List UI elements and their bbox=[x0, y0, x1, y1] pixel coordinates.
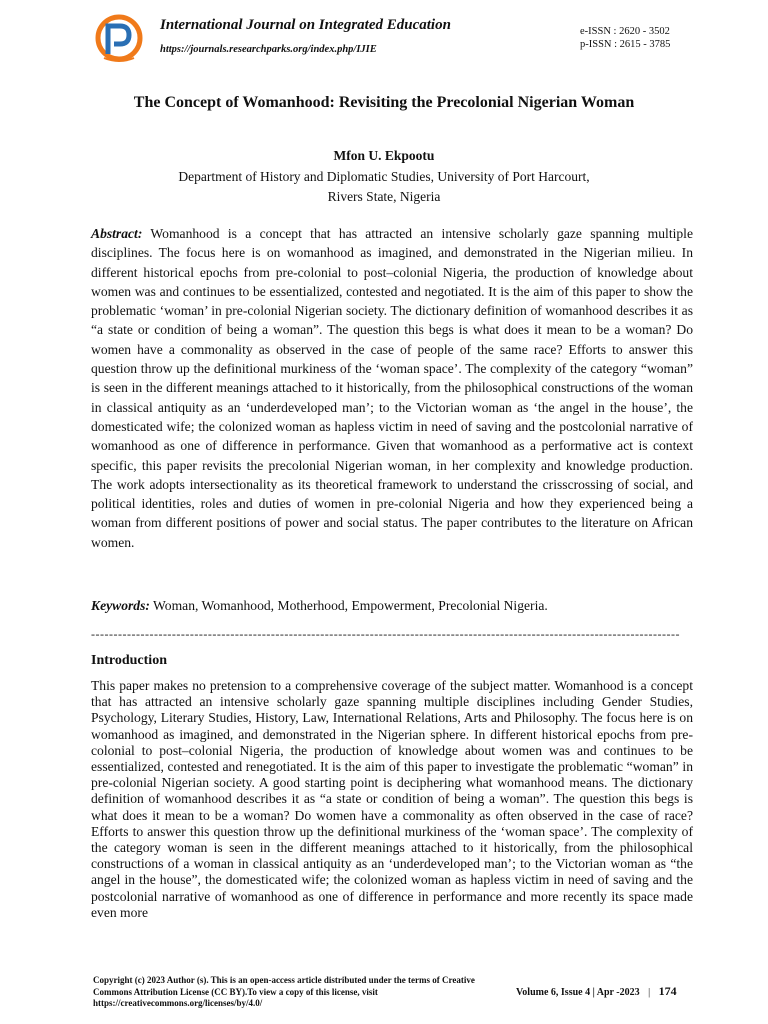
abstract bbox=[91, 224, 693, 552]
keywords-label: Keywords: bbox=[91, 598, 150, 613]
pissn: p-ISSN : 2615 - 3785 bbox=[580, 39, 671, 50]
keywords bbox=[91, 598, 693, 614]
introduction-heading: Introduction bbox=[91, 653, 167, 668]
journal-title: International Journal on Integrated Education bbox=[160, 17, 451, 33]
copyright-notice: Copyright (c) 2023 Author (s). This is an open-access article distributed under the terms of Creative Commons Attribution License (CC BY).To view a copy of this license, visit https://creativecommons.org/licenses/by/4.0/ bbox=[93, 975, 475, 1008]
affiliation-line-1: Department of History and Diplomatic Studies, University of Port Harcourt, bbox=[178, 169, 590, 184]
journal-url[interactable]: https://journals.researchparks.org/index.php/IJIE bbox=[160, 44, 377, 55]
volume-issue: Volume 6, Issue 4 | Apr -2023 bbox=[516, 987, 640, 998]
author-name: Mfon U. Ekpootu bbox=[333, 148, 435, 163]
journal-logo-icon bbox=[94, 14, 144, 64]
page-info bbox=[516, 984, 677, 999]
section-divider: ----------------------------------------------------------------------------------------------------------------------------------- bbox=[91, 627, 680, 641]
abstract-text: Womanhood is a concept that has attracted an intensive scholarly gaze spanning multiple disciplines. The focus here is on womanhood as imagined, and demonstrated in the Nigerian milieu. In different historical epochs from pre-colonial to post–colonial Nigeria, the production of knowledge about women was and continues to be essentialized, contested and negotiated. It is the aim of this paper to show the problematic ‘woman’ in pre-colonial Nigerian society. The dictionary definition of womanhood describes it as “a state or condition of being a woman”. The question this begs is what does it mean to be a woman? Do women have a commonality as observed in the case of people of the same race? Efforts to answer this question throw up the definitional murkiness of the ‘woman space’. The complexity of the category “woman” is seen in the different meanings attached to it historically, from the philosophical constructions of the woman in classical antiquity as an ‘underdeveloped man’; to the Victorian woman as ‘the angel in the house’, the domesticated wife; the colonized woman as hapless victim in need of saving and the postcolonial narrative of womanhood as one of difference in performance. Given that womanhood as a performative act is context specific, this paper revisits the precolonial Nigerian woman, in her complexity and knowledge production. The work adopts intersectionality as its theoretical framework to understand the crisscrossing of social, and political identities, roles and duties of women in pre-colonial Nigeria and how they experienced being a woman from different positions of power and social status. The paper contributes to the literature on African women. bbox=[91, 226, 693, 550]
footer-separator: | bbox=[648, 987, 651, 998]
introduction-text: This paper makes no pretension to a comprehensive coverage of the subject matter. Womanhood is a concept that has attracted an intensive scholarly gaze spanning multiple disciplines including Gender Studies, Psychology, Literary Studies, History, Law, International Relations, Arts and Philosophy. The focus here is on womanhood as imagined, and demonstrated in the Nigerian sphere. In different historical epochs from pre-colonial to post–colonial Nigeria, the production of knowledge about women was and continues to be essentialized, contested and renegotiated. It is the aim of this paper to investigate the problematic “woman” in pre-colonial Nigerian society. A good starting point is deciphering what womanhood means. The dictionary definition of womanhood describes it as “a state or condition of being a woman”. The question this begs is what does it mean to be a woman? Do women have a commonality as often observed in the case of race? Efforts to answer this question throw up the definitional murkiness of the ‘woman space’. The complexity of the category woman is seen in the different meanings attached to it historically, from the philosophical constructions of a woman in classical antiquity as an ‘underdeveloped man’; to the Victorian woman as “the angel in the house”, the domesticated wife; the colonized woman as hapless victim in need of saving and the postcolonial narrative of womanhood as one of difference in performance and more recently its space made even more bbox=[91, 678, 693, 920]
eissn: e-ISSN : 2620 - 3502 bbox=[580, 26, 670, 37]
keywords-text: Woman, Womanhood, Motherhood, Empowerment, Precolonial Nigeria. bbox=[149, 598, 548, 613]
abstract-label: Abstract: bbox=[91, 226, 143, 241]
issn-block bbox=[580, 25, 670, 51]
author-affiliation bbox=[0, 167, 768, 207]
paper-title: The Concept of Womanhood: Revisiting the Precolonial Nigerian Woman bbox=[133, 94, 635, 111]
page-number: 174 bbox=[658, 984, 677, 998]
affiliation-line-2: Rivers State, Nigeria bbox=[327, 189, 441, 204]
